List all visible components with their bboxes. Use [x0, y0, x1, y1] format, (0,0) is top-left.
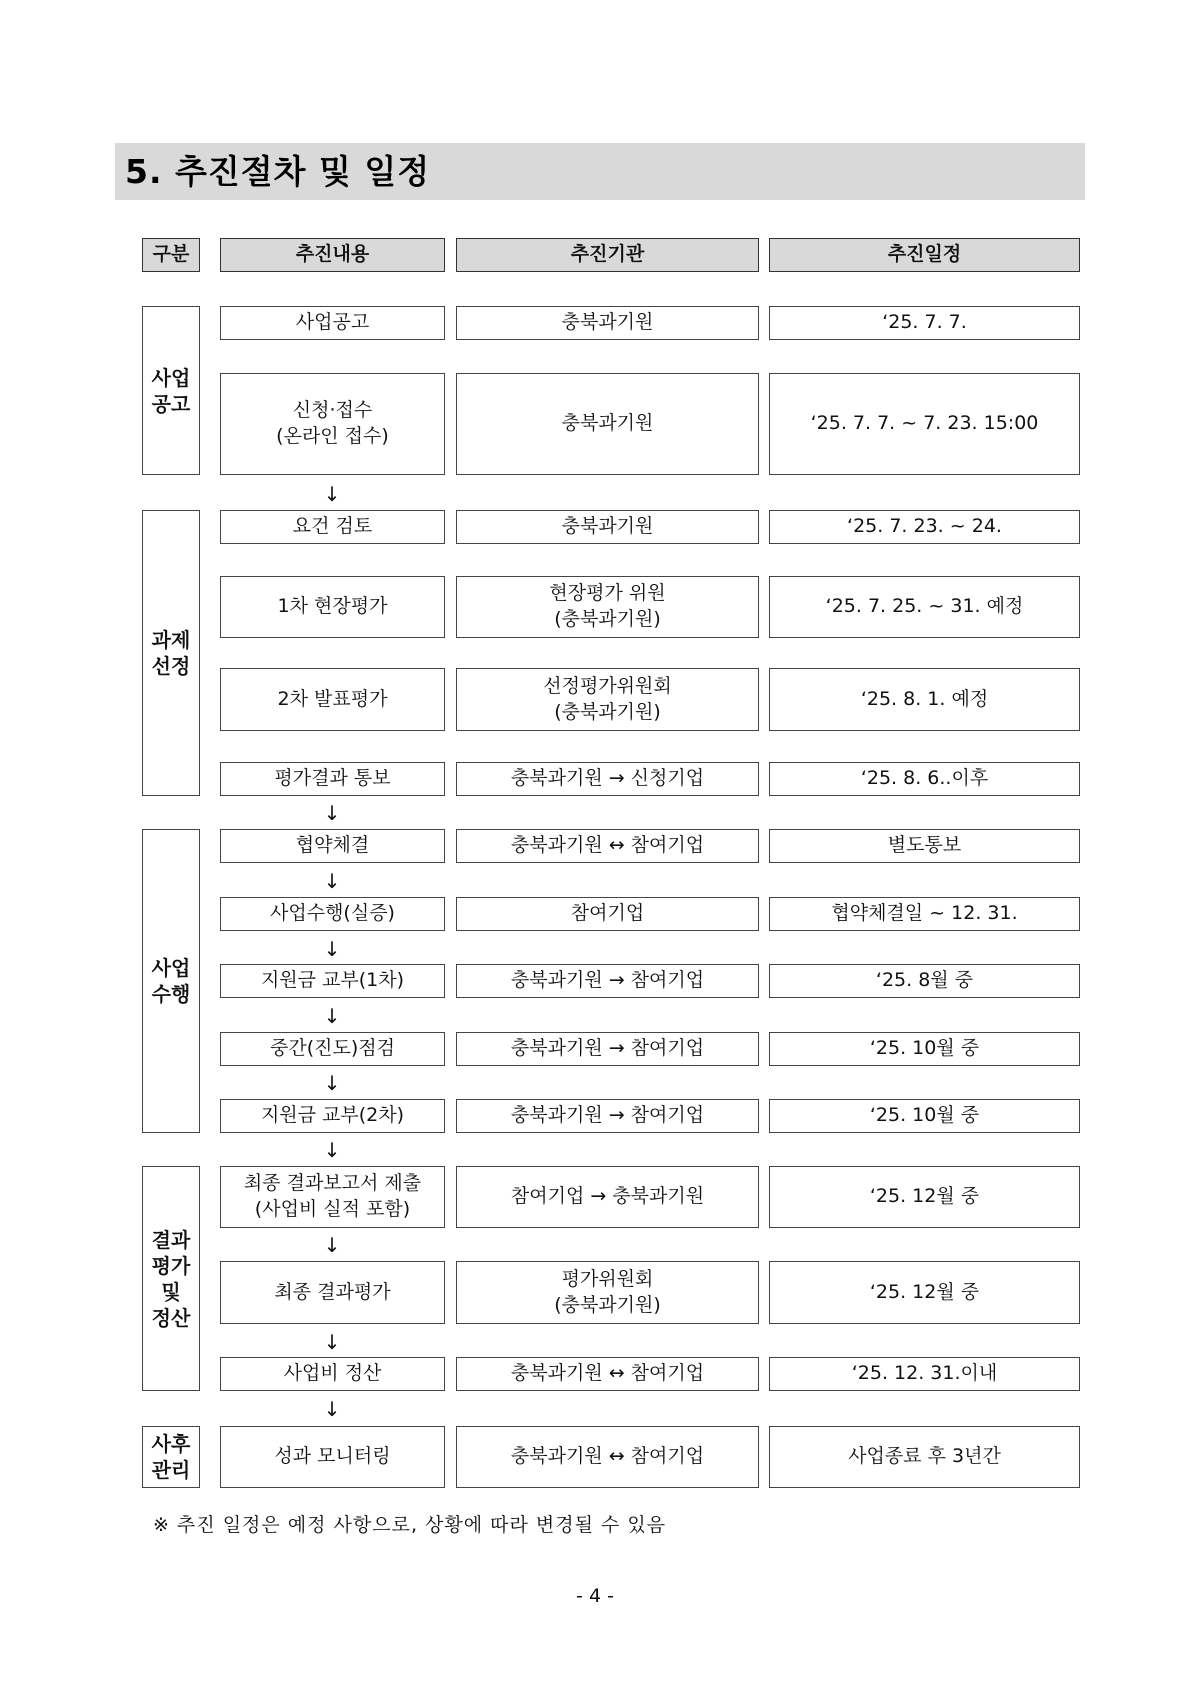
content-cell: 최종 결과평가: [220, 1261, 445, 1324]
schedule-cell: 협약체결일 ~ 12. 31.: [769, 897, 1080, 931]
header-agency: 추진기관: [456, 238, 759, 272]
content-cell: 성과 모니터링: [220, 1426, 445, 1488]
agency-cell: 충북과기원 → 참여기업: [456, 1099, 759, 1133]
category-announce: 사업 공고: [142, 306, 200, 475]
schedule-cell: ‘25. 8. 6..이후: [769, 762, 1080, 796]
schedule-cell: ‘25. 10월 중: [769, 1032, 1080, 1066]
category-perform: 사업 수행: [142, 829, 200, 1133]
schedule-cell: ‘25. 12. 31.이내: [769, 1357, 1080, 1391]
agency-cell: 충북과기원 → 참여기업: [456, 964, 759, 998]
header-schedule: 추진일정: [769, 238, 1080, 272]
category-post: 사후 관리: [142, 1426, 200, 1488]
content-cell: 신청·접수 (온라인 접수): [220, 373, 445, 475]
agency-cell: 평가위원회 (충북과기원): [456, 1261, 759, 1324]
flow-arrow: ↓: [323, 482, 341, 506]
flow-arrow: ↓: [323, 1233, 341, 1257]
content-cell: 사업비 정산: [220, 1357, 445, 1391]
content-cell: 사업공고: [220, 306, 445, 340]
schedule-cell: 별도통보: [769, 829, 1080, 863]
agency-cell: 충북과기원 ↔ 참여기업: [456, 829, 759, 863]
header-category: 구분: [142, 238, 200, 272]
content-cell: 협약체결: [220, 829, 445, 863]
category-settle: 결과 평가 및 정산: [142, 1166, 200, 1391]
page-number: - 4 -: [576, 1585, 614, 1607]
agency-cell: 충북과기원: [456, 306, 759, 340]
agency-cell: 선정평가위원회 (충북과기원): [456, 668, 759, 731]
content-cell: 평가결과 통보: [220, 762, 445, 796]
schedule-cell: ‘25. 12월 중: [769, 1261, 1080, 1324]
schedule-cell: ‘25. 8월 중: [769, 964, 1080, 998]
agency-cell: 참여기업: [456, 897, 759, 931]
content-cell: 사업수행(실증): [220, 897, 445, 931]
flow-arrow: ↓: [323, 801, 341, 825]
flow-arrow: ↓: [323, 869, 341, 893]
content-cell: 요건 검토: [220, 510, 445, 544]
schedule-cell: ‘25. 8. 1. 예정: [769, 668, 1080, 731]
flow-arrow: ↓: [323, 1071, 341, 1095]
schedule-cell: ‘25. 7. 25. ~ 31. 예정: [769, 576, 1080, 638]
agency-cell: 참여기업 → 충북과기원: [456, 1166, 759, 1228]
content-cell: 중간(진도)점검: [220, 1032, 445, 1066]
agency-cell: 충북과기원 ↔ 참여기업: [456, 1426, 759, 1488]
agency-cell: 현장평가 위원 (충북과기원): [456, 576, 759, 638]
agency-cell: 충북과기원: [456, 510, 759, 544]
flow-arrow: ↓: [323, 1004, 341, 1028]
schedule-cell: ‘25. 7. 7. ~ 7. 23. 15:00: [769, 373, 1080, 475]
flow-arrow: ↓: [323, 937, 341, 961]
content-cell: 지원금 교부(1차): [220, 964, 445, 998]
flow-arrow: ↓: [323, 1397, 341, 1421]
schedule-cell: ‘25. 7. 7.: [769, 306, 1080, 340]
flow-arrow: ↓: [323, 1138, 341, 1162]
agency-cell: 충북과기원 → 참여기업: [456, 1032, 759, 1066]
content-cell: 최종 결과보고서 제출 (사업비 실적 포함): [220, 1166, 445, 1228]
schedule-cell: 사업종료 후 3년간: [769, 1426, 1080, 1488]
content-cell: 지원금 교부(2차): [220, 1099, 445, 1133]
header-content: 추진내용: [220, 238, 445, 272]
agency-cell: 충북과기원: [456, 373, 759, 475]
section-title-bar: [115, 143, 1085, 200]
section-title: 5. 추진절차 및 일정: [125, 152, 431, 191]
agency-cell: 충북과기원 → 신청기업: [456, 762, 759, 796]
category-select: 과제 선정: [142, 510, 200, 796]
agency-cell: 충북과기원 ↔ 참여기업: [456, 1357, 759, 1391]
schedule-cell: ‘25. 10월 중: [769, 1099, 1080, 1133]
schedule-cell: ‘25. 12월 중: [769, 1166, 1080, 1228]
flow-arrow: ↓: [323, 1330, 341, 1354]
content-cell: 1차 현장평가: [220, 576, 445, 638]
content-cell: 2차 발표평가: [220, 668, 445, 731]
schedule-cell: ‘25. 7. 23. ~ 24.: [769, 510, 1080, 544]
schedule-note: ※ 추진 일정은 예정 사항으로, 상황에 따라 변경될 수 있음: [153, 1514, 667, 1536]
